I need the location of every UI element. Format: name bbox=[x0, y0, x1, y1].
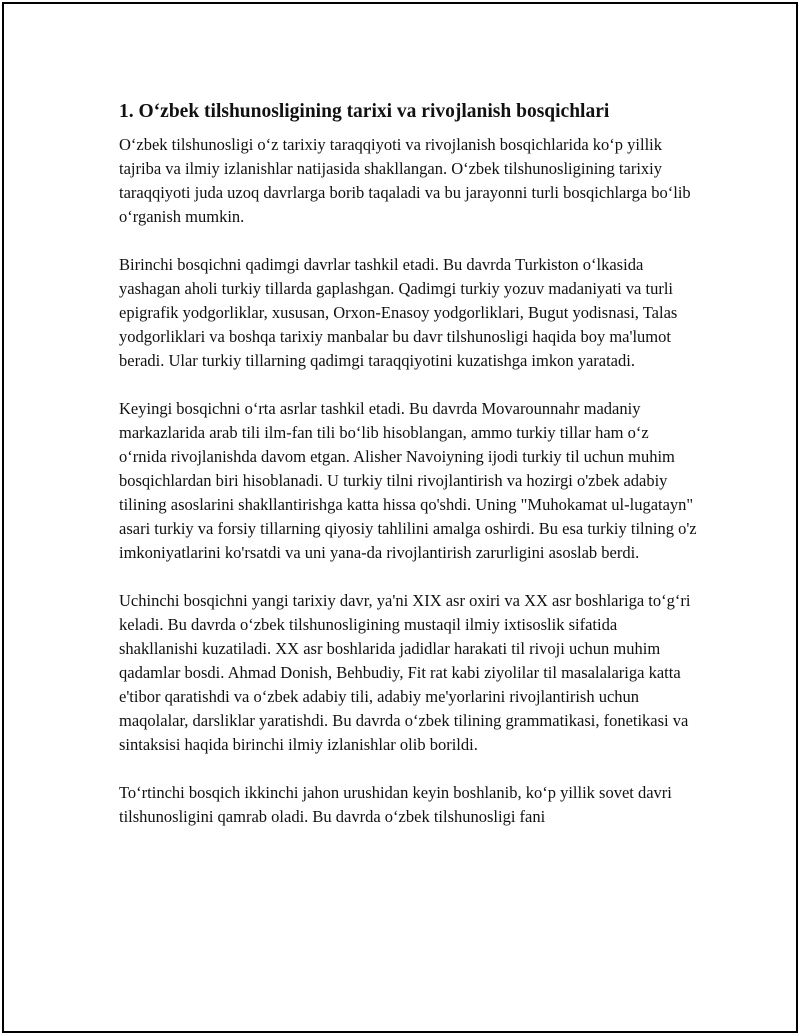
document-page bbox=[2, 2, 798, 1033]
paragraph-second-stage: Keyingi bosqichni o‘rta asrlar tashkil etadi. Bu davrda Movarounnahr madaniy markazlarida arab tili ilm-fan tili bo‘lib hisoblangan, ammo turkiy tillar ham o‘z o‘rnida rivojlanishda davom etgan. Alisher Navoiyning ijodi turkiy til uchun muhim bosqichlardan biri hisoblanadi. U turkiy tilni rivojlantirish va hozirgi o'zbek adabiy tilining asoslarini shakllantirishga katta hissa qo'shdi. Uning "Muhokamat ul-lugatayn" asari turkiy va forsiy tillarning qiyosiy tahlilini amalga oshirdi. Bu esa turkiy tilning o'z imkoniyatlarini ko'rsatdi va uni yana-da rivojlantirish zarurligini asoslab berdi. bbox=[119, 399, 697, 562]
paragraph-third-stage: Uchinchi bosqichni yangi tarixiy davr, ya'ni XIX asr oxiri va XX asr boshlariga to‘g‘ri keladi. Bu davrda o‘zbek tilshunosligining mustaqil ilmiy ixtisoslik sifatida shakllanishi kuzatiladi. XX asr boshlarida jadidlar harakati til rivoji uchun muhim qadamlar bosdi. Ahmad Donish, Behbudiy, Fit rat kabi ziyolilar til masalalariga katta e'tibor qaratishdi va o‘zbek adabiy tili, adabiy me'yorlarini rivojlantirish uchun maqolalar, darsliklar yaratishdi. Bu davrda o‘zbek tilining grammatikasi, fonetikasi va sintaksisi haqida birinchi ilmiy izlanishlar olib borildi. bbox=[119, 591, 691, 754]
paragraph-fourth-stage: To‘rtinchi bosqich ikkinchi jahon urushidan keyin boshlanib, ko‘p yillik sovet davri tilshunosligini qamrab oladi. Bu davrda o‘zbek tilshunosligi fani bbox=[119, 783, 672, 826]
section-heading: 1. O‘zbek tilshunosligining tarixi va rivojlanish bosqichlari bbox=[119, 101, 610, 122]
document-body bbox=[119, 98, 699, 853]
paragraph-first-stage: Birinchi bosqichni qadimgi davrlar tashkil etadi. Bu davrda Turkiston o‘lkasida yashagan aholi turkiy tillarda gaplashgan. Qadimgi turkiy yozuv madaniyati va turli epigrafik yodgorliklar, xususan, Orxon-Enasoy yodgorliklari, Bugut yodisnasi, Talas yodgorliklari va boshqa tarixiy manbalar bu davr tilshunosligi haqida boy ma'lumot beradi. Ular turkiy tillarning qadimgi taraqqiyotini kuzatishga imkon yaratadi. bbox=[119, 255, 678, 370]
paragraph-intro: O‘zbek tilshunosligi o‘z tarixiy taraqqiyoti va rivojlanish bosqichlarida ko‘p yillik tajriba va ilmiy izlanishlar natijasida shakllangan. O‘zbek tilshunosligining tarixiy taraqqiyoti juda uzoq davrlarga borib taqaladi va bu jarayonni turli bosqichlarga bo‘lib o‘rganish mumkin. bbox=[119, 135, 691, 226]
